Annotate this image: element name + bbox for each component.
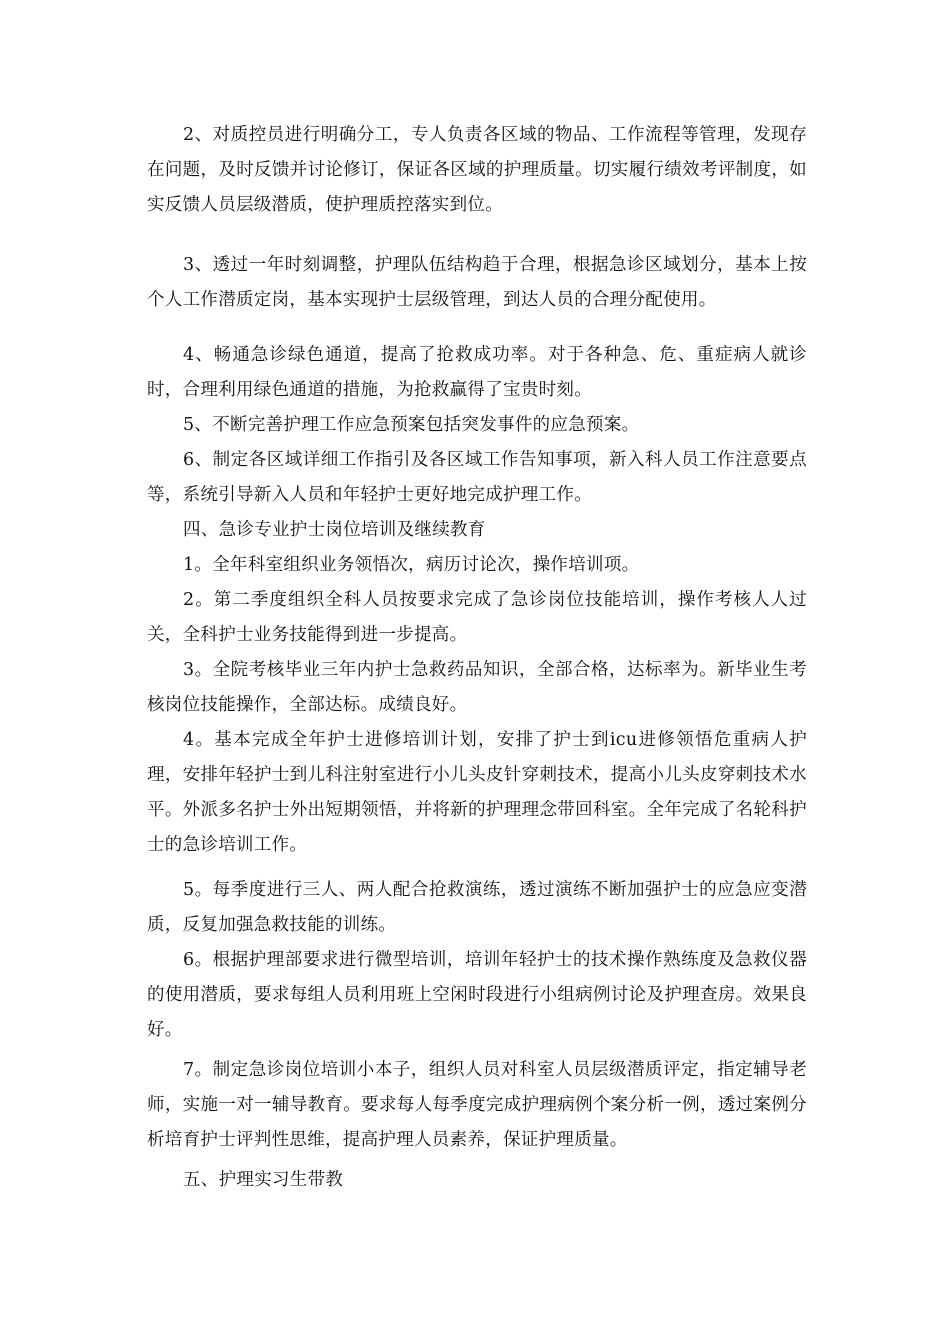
training-item-6: 6。根据护理部要求进行微型培训，培训年轻护士的技术操作熟练度及急救仪器的使用潜质，要求每组人员利用班上空闲时段进行小组病例讨论及护理查房。效果良好。: [147, 950, 807, 1040]
paragraph-item-6: 6、制定各区域详细工作指引及各区域工作告知事项，新入科人员工作注意要点等，系统引导新入人员和年轻护士更好地完成护理工作。: [147, 450, 807, 505]
section-heading-5: 五、护理实习生带教: [183, 1170, 344, 1190]
paragraph-item-3: 3、透过一年时刻调整，护理队伍结构趋于合理，根据急诊区域划分，基本上按个人工作潜质定岗，基本实现护士层级管理，到达人员的合理分配使用。: [147, 255, 807, 310]
training-item-3: 3。全院考核毕业三年内护士急救药品知识，全部合格，达标率为。新毕业生考核岗位技能操作，全部达标。成绩良好。: [147, 660, 807, 715]
paragraph-item-2: 2、对质控员进行明确分工，专人负责各区域的物品、工作流程等管理，发现存在问题，及时反馈并讨论修订，保证各区域的护理质量。切实履行绩效考评制度，如实反馈人员层级潜质，使护理质控落实到位。: [147, 125, 807, 215]
training-item-5: 5。每季度进行三人、两人配合抢救演练，透过演练不断加强护士的应急应变潜质，反复加强急救技能的训练。: [147, 880, 807, 935]
section-heading-4: 四、急诊专业护士岗位培训及继续教育: [183, 520, 486, 540]
paragraph-item-5: 5、不断完善护理工作应急预案包括突发事件的应急预案。: [183, 415, 640, 435]
training-item-4: 4。基本完成全年护士进修培训计划，安排了护士到icu进修领悟危重病人护理，安排年轻护士到儿科注射室进行小儿头皮针穿刺技术，提高小儿头皮穿刺技术水平。外派多名护士外出短期领悟，并将新的护理理念带回科室。全年完成了名轮科护士的急诊培训工作。: [147, 730, 807, 855]
training-item-7: 7。制定急诊岗位培训小本子，组织人员对科室人员层级潜质评定，指定辅导老师，实施一对一辅导教育。要求每人每季度完成护理病例个案分析一例，透过案例分析培育护士评判性思维，提高护理人员素养，保证护理质量。: [147, 1060, 807, 1150]
training-item-2: 2。第二季度组织全科人员按要求完成了急诊岗位技能培训，操作考核人人过关，全科护士业务技能得到进一步提高。: [147, 590, 807, 645]
training-item-1: 1。全年科室组织业务领悟次，病历讨论次，操作培训项。: [183, 555, 640, 575]
paragraph-item-4: 4、畅通急诊绿色通道，提高了抢救成功率。对于各种急、危、重症病人就诊时，合理利用绿色通道的措施，为抢救赢得了宝贵时刻。: [147, 345, 807, 400]
